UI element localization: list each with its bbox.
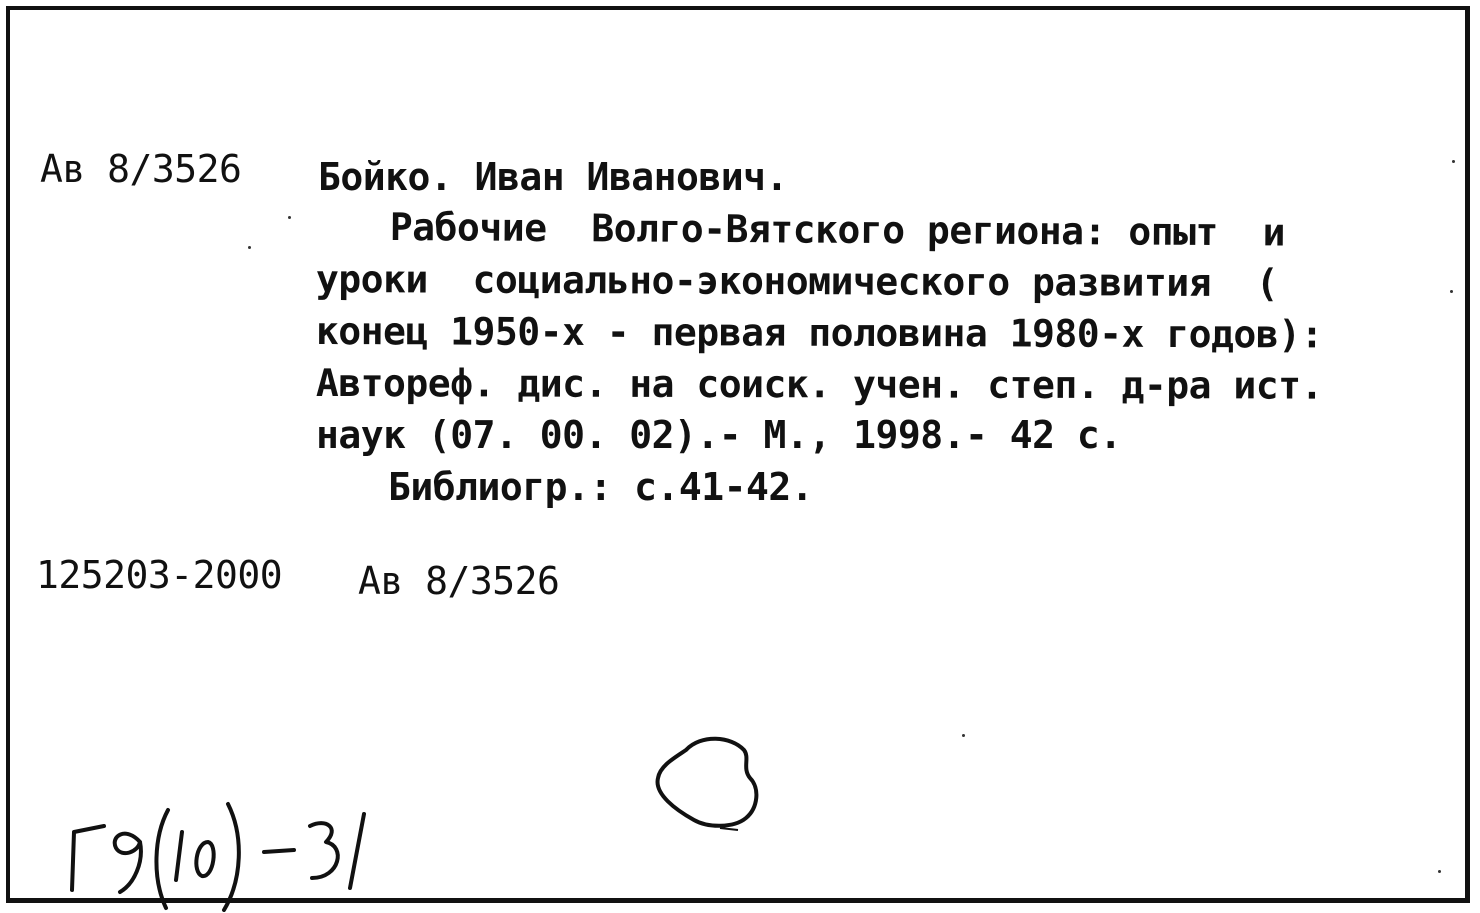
handwritten-code-signature (64, 792, 384, 912)
description-line: уроки социально-экономического развития ( (315, 257, 1279, 306)
scan-speck (248, 246, 251, 249)
author-heading: Бойко. Иван Иванович. (318, 155, 788, 199)
scan-speck (962, 734, 965, 737)
scan-speck (1450, 290, 1453, 293)
bibliography-note: Библиогр.: с.41-42. (388, 465, 814, 509)
description-line: конец 1950-х - первая половина 1980-х годов): (315, 309, 1324, 357)
scan-speck (288, 216, 291, 219)
scan-speck (1438, 870, 1441, 873)
hole-outline-icon (646, 728, 776, 838)
shelf-mark-bottom: Ав 8/3526 (358, 559, 560, 603)
catalog-card (6, 6, 1470, 903)
scan-speck (1452, 160, 1455, 163)
description-line: Рабочие Волго-Вятского региона: опыт и (389, 205, 1286, 255)
description-line: Автореф. дис. на соиск. учен. степ. д-ра ист. (315, 361, 1324, 408)
inventory-number: 125203-2000 (36, 553, 283, 597)
description-line: наук (07. 00. 02).- М., 1998.- 42 с. (316, 413, 1122, 457)
shelf-mark-top: Ав 8/3526 (40, 147, 242, 191)
